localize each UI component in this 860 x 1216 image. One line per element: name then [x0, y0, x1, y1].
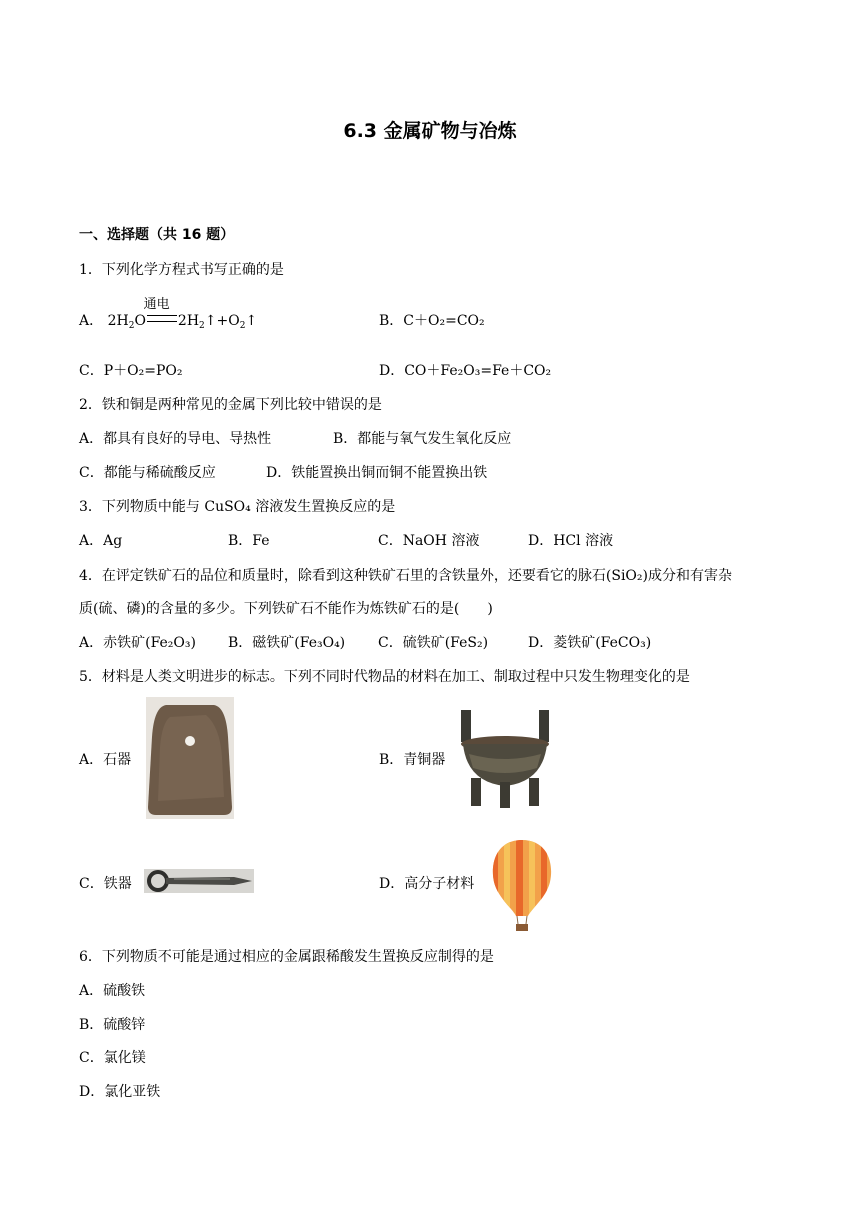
reaction-condition: 通电 — [143, 297, 170, 312]
question-5-option-a: A．石器 — [79, 752, 132, 768]
iron-knife-image — [144, 869, 254, 893]
question-2-option-c: C．都能与稀硫酸反应 — [79, 465, 216, 481]
question-6-option-d: D．氯化亚铁 — [79, 1084, 161, 1100]
question-4-option-b: B．磁铁矿(Fe₃O₄) — [228, 635, 346, 651]
question-5-option-b: B．青铜器 — [379, 752, 446, 768]
question-2-option-d: D．铁能置换出铜而铜不能置换出铁 — [266, 465, 488, 481]
section-heading: 一、选择题（共 16 题） — [79, 227, 235, 243]
question-4-stem-line-1: 4．在评定铁矿石的品位和质量时，除看到这种铁矿石里的含铁量外，还要看它的脉石(SiO₂)成分和有害杂 — [79, 568, 732, 584]
question-1-option-d: D．CO＋Fe₂O₃=Fe＋CO₂ — [379, 363, 552, 379]
question-4-stem-line-2: 质(硫、磷)的含量的多少。下列铁矿石不能作为炼铁矿石的是( ) — [79, 601, 493, 617]
question-3-option-b: B．Fe — [228, 533, 270, 549]
stone-tool-image — [146, 697, 234, 819]
question-5-option-d: D．高分子材料 — [379, 876, 475, 892]
electrolysis-equation: 通电 $2H_2O$ $2H_2↑+O_2↑$ — [108, 313, 258, 331]
hot-air-balloon-image — [488, 838, 556, 932]
question-3-stem: 3．下列物质中能与 CuSO₄ 溶液发生置换反应的是 — [79, 499, 396, 515]
question-3-option-c: C．NaOH 溶液 — [378, 533, 480, 549]
page-title: 6.3 金属矿物与冶炼 — [343, 120, 517, 142]
question-6-option-a: A．硫酸铁 — [79, 983, 146, 999]
question-3-option-a: A．Ag — [79, 533, 123, 549]
question-2-option-a: A．都具有良好的导电、导热性 — [79, 431, 272, 447]
question-4-option-c: C．硫铁矿(FeS₂) — [378, 635, 489, 651]
bronze-vessel-image — [457, 706, 553, 810]
question-5-option-c: C．铁器 — [79, 876, 132, 892]
question-6-option-c: C．氯化镁 — [79, 1050, 146, 1066]
option-a-label: A． — [79, 313, 104, 329]
question-2-option-b: B．都能与氧气发生氧化反应 — [333, 431, 512, 447]
question-2-stem: 2．铁和铜是两种常见的金属下列比较中错误的是 — [79, 397, 382, 413]
question-1-option-c: C．P＋O₂=PO₂ — [79, 363, 183, 379]
question-3-option-d: D．HCl 溶液 — [528, 533, 614, 549]
question-5-stem: 5．材料是人类文明进步的标志。下列不同时代物品的材料在加工、制取过程中只发生物理变化的是 — [79, 669, 690, 685]
question-4-option-d: D．菱铁矿(FeCO₃) — [528, 635, 652, 651]
question-4-option-a: A．赤铁矿(Fe₂O₃) — [79, 635, 196, 651]
question-1-stem: 1．下列化学方程式书写正确的是 — [79, 262, 284, 278]
question-6-option-b: B．硫酸锌 — [79, 1017, 146, 1033]
question-1-option-a — [79, 297, 258, 331]
question-1-option-b: B．C＋O₂=CO₂ — [379, 313, 485, 329]
equals-sign — [147, 315, 177, 322]
question-6-stem: 6．下列物质不可能是通过相应的金属跟稀酸发生置换反应制得的是 — [79, 949, 494, 965]
